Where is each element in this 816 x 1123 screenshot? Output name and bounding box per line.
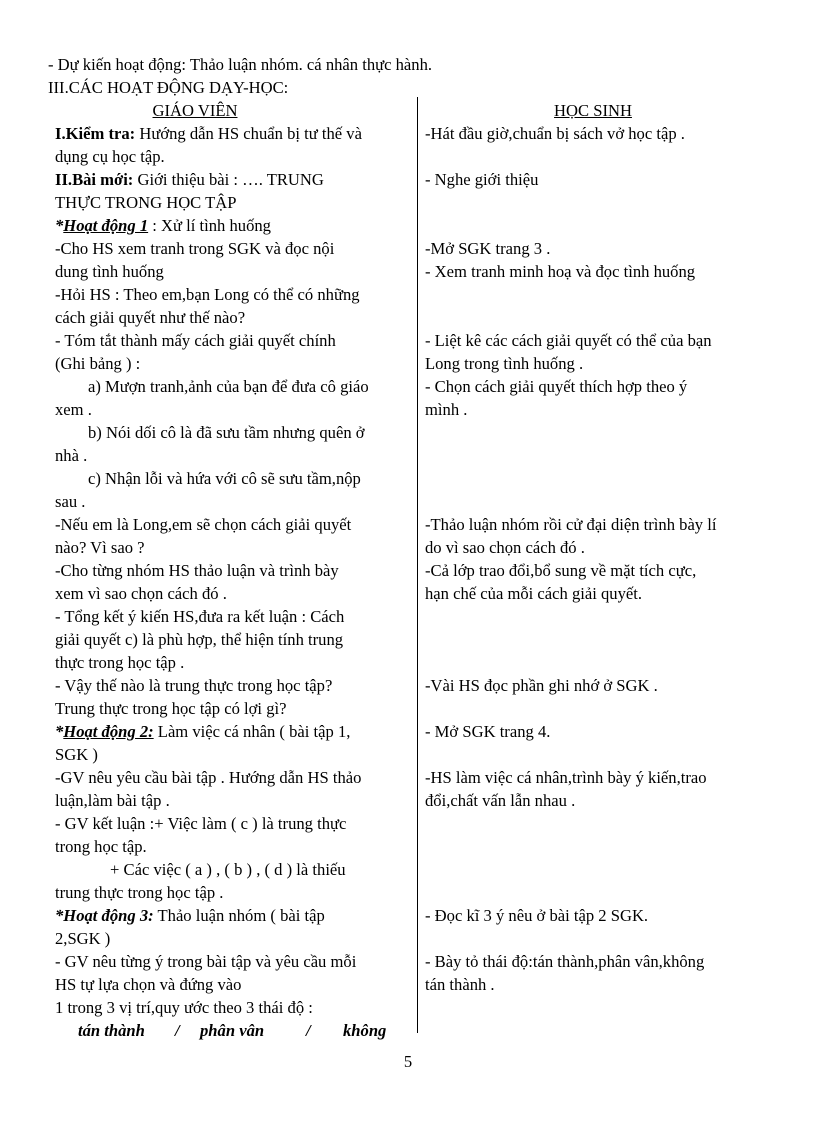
check-text: Hướng dẫn HS chuẩn bị tư thế và [135, 124, 362, 143]
option-a: a) Mượn tranh,ảnh của bạn để đưa cô giáo [88, 377, 369, 396]
teacher-line: cách giải quyết như thế nào? [55, 308, 246, 327]
student-line: -Thảo luận nhóm rồi cử đại diện trình bày lí [425, 515, 717, 534]
student-line: - Đọc kĩ 3 ý nêu ở bài tập 2 SGK. [425, 906, 649, 925]
option-disagree: không [343, 1021, 387, 1040]
option-b: b) Nói dối cô là đã sưu tầm nhưng quên ở [88, 423, 365, 442]
teacher-line: (Ghi bảng ) : [55, 354, 141, 373]
act1-star: * [55, 216, 64, 235]
student-line: - Liệt kê các cách giải quyết có thể của bạn [425, 331, 712, 350]
teacher-line: giải quyết c) là phù hợp, thể hiện tính trung [55, 630, 344, 649]
option-separator: / [175, 1021, 180, 1040]
teacher-line: -Cho HS xem tranh trong SGK và đọc nội [55, 239, 335, 258]
page-number: 5 [403, 1052, 413, 1071]
teacher-line: -Hỏi HS : Theo em,bạn Long có thể có những [55, 285, 360, 304]
teacher-line: - Tổng kết ý kiến HS,đưa ra kết luận : Cách [55, 607, 345, 626]
teacher-line: thực trong học tập . [55, 653, 185, 672]
student-line: - Xem tranh minh hoạ và đọc tình huống [425, 262, 696, 281]
option-a-cont: xem . [55, 400, 92, 419]
teacher-line: -Nếu em là Long,em sẽ chọn cách giải quyết [55, 515, 352, 534]
activity-2-cont: SGK ) [55, 745, 98, 764]
act1-text: : Xử lí tình huống [148, 216, 271, 235]
newlesson-line [55, 168, 324, 191]
teacher-line: - GV kết luận :+ Việc làm ( c ) là trung thực [55, 814, 347, 833]
student-line: -Cả lớp trao đổi,bổ sung về mặt tích cực, [425, 561, 697, 580]
act3-label: *Hoạt động 3: [55, 906, 154, 925]
student-line: -Hát đầu giờ,chuẩn bị sách vở học tập . [425, 124, 685, 143]
check-cont: dụng cụ học tập. [55, 147, 165, 166]
teacher-line: -GV nêu yêu cầu bài tập . Hướng dẫn HS thảo [55, 768, 362, 787]
teacher-line: + Các việc ( a ) , ( b ) , ( d ) là thiếu [110, 860, 346, 879]
teacher-line: - Vậy thế nào là trung thực trong học tập? [55, 676, 333, 695]
teacher-line: nào? Vì sao ? [55, 538, 145, 557]
teacher-line: xem vì sao chọn cách đó . [55, 584, 227, 603]
student-line: đổi,chất vấn lẫn nhau . [425, 791, 576, 810]
newlesson-label: II.Bài mới: [55, 170, 134, 189]
act3-text: Thảo luận nhóm ( bài tập [153, 906, 325, 925]
option-c: c) Nhận lỗi và hứa với cô sẽ sưu tầm,nộp [88, 469, 361, 488]
student-line: do vì sao chọn cách đó . [425, 538, 585, 557]
student-line: -HS làm việc cá nhân,trình bày ý kiến,trao [425, 768, 707, 787]
check-label: I.Kiểm tra: [55, 124, 136, 143]
teacher-line: Trung thực trong học tập có lợi gì? [55, 699, 287, 718]
newlesson-cont: THỰC TRONG HỌC TẬP [55, 193, 237, 212]
act2-star: * [55, 722, 64, 741]
column-divider [417, 97, 418, 1033]
student-line: -Vài HS đọc phần ghi nhớ ở SGK . [425, 676, 658, 695]
teacher-line: luận,làm bài tập . [55, 791, 170, 810]
activity-3-cont: 2,SGK ) [55, 929, 111, 948]
teacher-column-header: GIÁO VIÊN [152, 101, 238, 120]
teacher-line: -Cho từng nhóm HS thảo luận và trình bày [55, 561, 339, 580]
activity-3-heading [55, 904, 325, 927]
option-c-cont: sau . [55, 492, 86, 511]
teacher-line: trung thực trong học tập . [55, 883, 224, 902]
act2-text: Làm việc cá nhân ( bài tập 1, [153, 722, 351, 741]
option-separator: / [306, 1021, 311, 1040]
check-line [55, 122, 362, 145]
teacher-line: - GV nêu từng ý trong bài tập và yêu cầu mỗi [55, 952, 357, 971]
student-line: mình . [425, 400, 468, 419]
teacher-line: trong học tập. [55, 837, 147, 856]
newlesson-text: Giới thiệu bài : …. TRUNG [133, 170, 324, 189]
activity-1-heading [55, 214, 271, 237]
activity-2-heading [55, 720, 350, 743]
teacher-line: HS tự lựa chọn và đứng vào [55, 975, 242, 994]
option-b-cont: nhà . [55, 446, 88, 465]
student-line: -Mở SGK trang 3 . [425, 239, 551, 258]
act1-label: Hoạt động 1 [63, 216, 149, 235]
student-line: Long trong tình huống . [425, 354, 584, 373]
student-line: - Bày tỏ thái độ:tán thành,phân vân,không [425, 952, 705, 971]
option-agree: tán thành [78, 1021, 145, 1040]
student-line: tán thành . [425, 975, 495, 994]
student-line: - Chọn cách giải quyết thích hợp theo ý [425, 377, 688, 396]
teacher-line: - Tóm tắt thành mấy cách giải quyết chính [55, 331, 336, 350]
act2-label: Hoạt động 2: [63, 722, 154, 741]
student-column-header: HỌC SINH [554, 101, 632, 120]
teacher-line: 1 trong 3 vị trí,quy ước theo 3 thái độ : [55, 998, 313, 1017]
student-line: - Nghe giới thiệu [425, 170, 539, 189]
student-line: - Mở SGK trang 4. [425, 722, 551, 741]
intro-line-1: - Dự kiến hoạt động: Thảo luận nhóm. cá nhân thực hành. [48, 55, 433, 74]
student-line: hạn chế của mỗi cách giải quyết. [425, 584, 643, 603]
option-undecided: phân vân [200, 1021, 265, 1040]
teacher-line: dung tình huống [55, 262, 164, 281]
section-heading: III.CÁC HOẠT ĐỘNG DẠY-HỌC: [48, 78, 289, 97]
